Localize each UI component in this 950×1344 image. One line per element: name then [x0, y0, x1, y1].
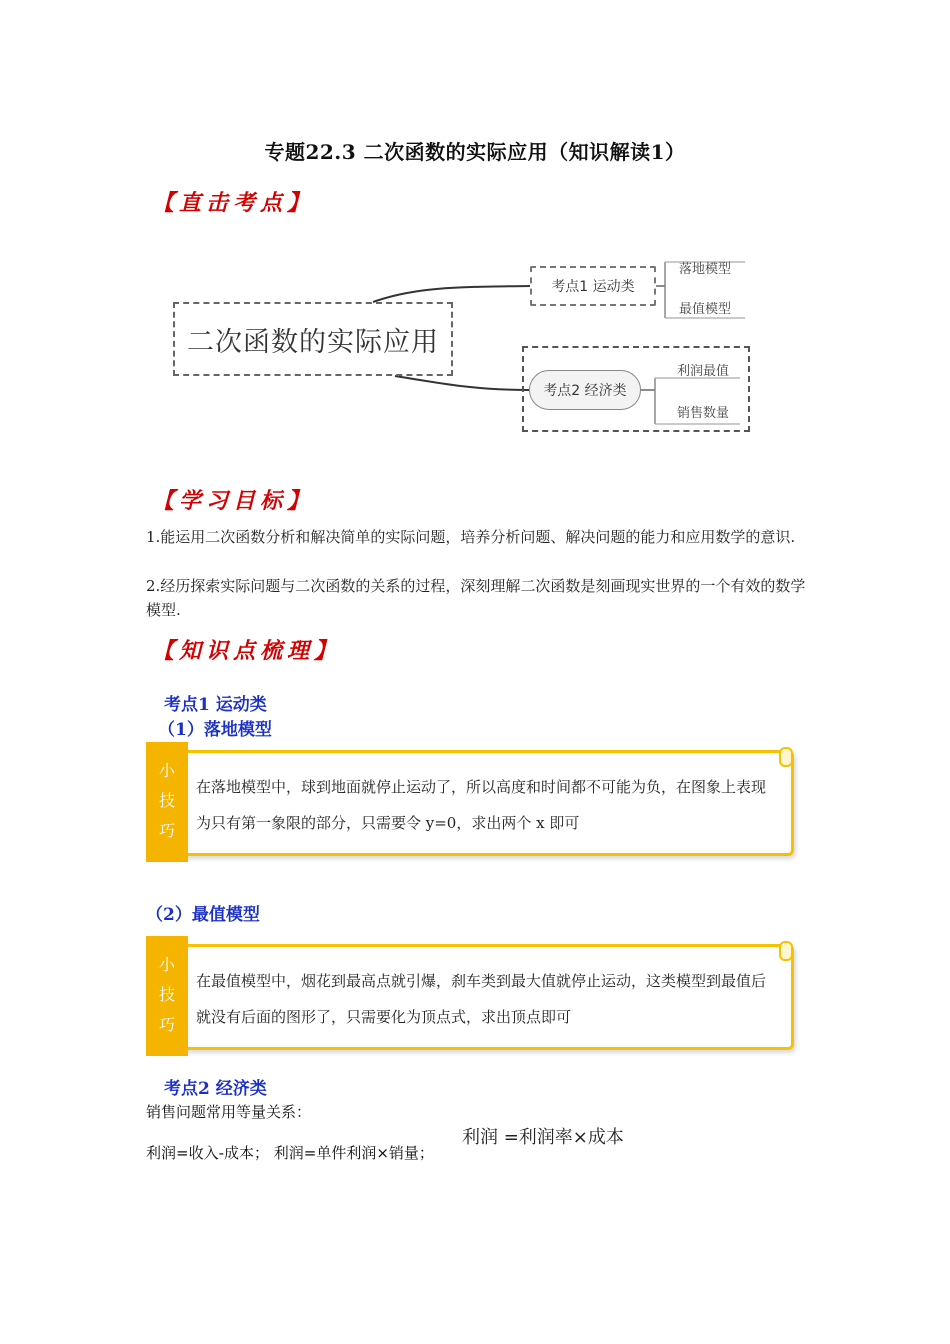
tip-text-2: 在最值模型中，烟花到最高点就引爆，刹车类到最大值就停止运动，这类模型到最值后就没有后面的图形了，只需要化为顶点式，求出顶点即可 — [196, 972, 767, 1026]
kaodian-1-sub-2: （2）最值模型 — [146, 905, 260, 925]
kaodian-2-heading: 考点2 经济类 — [164, 1079, 267, 1099]
tip-tab: 小 技 巧 — [146, 742, 188, 862]
kaodian-1-sub-1: （1）落地模型 — [158, 720, 272, 740]
mind-map-leaf: 最值模型 — [679, 302, 732, 317]
page-title: 专题22.3 二次函数的实际应用（知识解读1） — [264, 140, 686, 164]
objective-1: 1.能运用二次函数分析和解决简单的实际问题，培养分析问题、解决问题的能力和应用数学的意识. — [146, 528, 796, 546]
formula-image: 利润 =利润率×成本 — [462, 1127, 624, 1148]
scroll-curl-icon — [779, 747, 793, 767]
mind-map-branch-2: 考点2 经济类 — [529, 370, 641, 410]
section-heading-shuli: 【知识点梳理】 — [152, 638, 342, 664]
tip-tab: 小 技 巧 — [146, 936, 188, 1056]
section-heading-mubiao: 【学习目标】 — [152, 488, 315, 514]
tip-box-2 — [146, 936, 798, 1056]
tip-box-1 — [146, 742, 798, 862]
sales-intro: 销售问题常用等量关系： — [146, 1103, 312, 1121]
objective-2: 2.经历探索实际问题与二次函数的关系的过程，深刻理解二次函数是刻画现实世界的一个有效的数学模型. — [146, 577, 806, 619]
formula-line: 利润=收入-成本； 利润=单件利润×销量； — [146, 1144, 434, 1162]
mind-map-branch-1: 考点1 运动类 — [530, 266, 656, 306]
mind-map-root: 二次函数的实际应用 — [173, 302, 453, 376]
mind-map-leaf: 落地模型 — [679, 262, 732, 277]
scroll-curl-icon — [779, 941, 793, 961]
kaodian-1-heading: 考点1 运动类 — [164, 695, 267, 715]
mind-map-leaf: 销售数量 — [677, 406, 730, 421]
tip-text-1: 在落地模型中，球到地面就停止运动了，所以高度和时间都不可能为负，在图象上表现为只有第一象限的部分，只需要令 y=0，求出两个 x 即可 — [196, 778, 767, 832]
section-heading-zhiji: 【直击考点】 — [152, 190, 315, 216]
mind-map — [155, 232, 795, 450]
mind-map-leaf: 利润最值 — [677, 364, 730, 379]
